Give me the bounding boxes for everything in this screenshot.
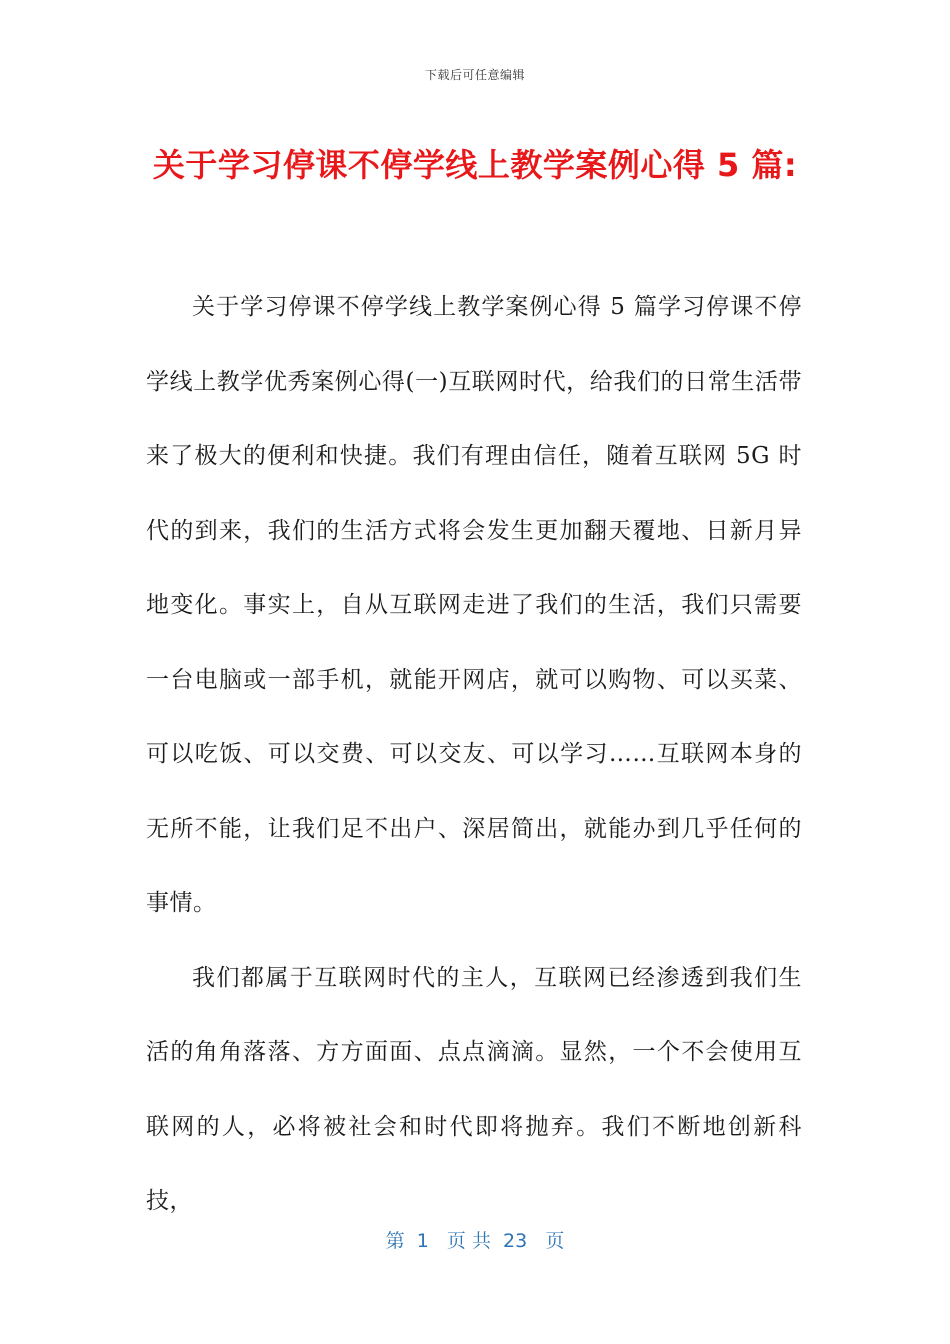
document-title: 关于学习停课不停学线上教学案例心得 5 篇: <box>152 146 798 184</box>
header-note: 下载后可任意编辑 <box>424 68 525 82</box>
document-body <box>146 270 802 1239</box>
paragraph-1: 关于学习停课不停学线上教学案例心得 5 篇学习停课不停学线上教学优秀案例心得(一)互联网时代，给我们的日常生活带来了极大的便利和快捷。我们有理由信任，随着互联网 5G 时代的到来，我们的生活方式将会发生更加翻天覆地、日新月异地变化。事实上，自从互联网走进了我们的生活，我们只需要一台电脑或一部手机，就能开网店，就可以购物、可以买菜、可以吃饭、可以交费、可以交友、可以学习……互联网本身的无所不能，让我们足不出户、深居简出，就能办到几乎任何的事情。 <box>146 294 802 916</box>
page-footer: 第 1 页 共 23 页 <box>385 1230 565 1252</box>
paragraph-2: 我们都属于互联网时代的主人，互联网已经渗透到我们生活的角角落落、方方面面、点点滴滴。显然，一个不会使用互联网的人，必将被社会和时代即将抛弃。我们不断地创新科技， <box>146 964 802 1214</box>
